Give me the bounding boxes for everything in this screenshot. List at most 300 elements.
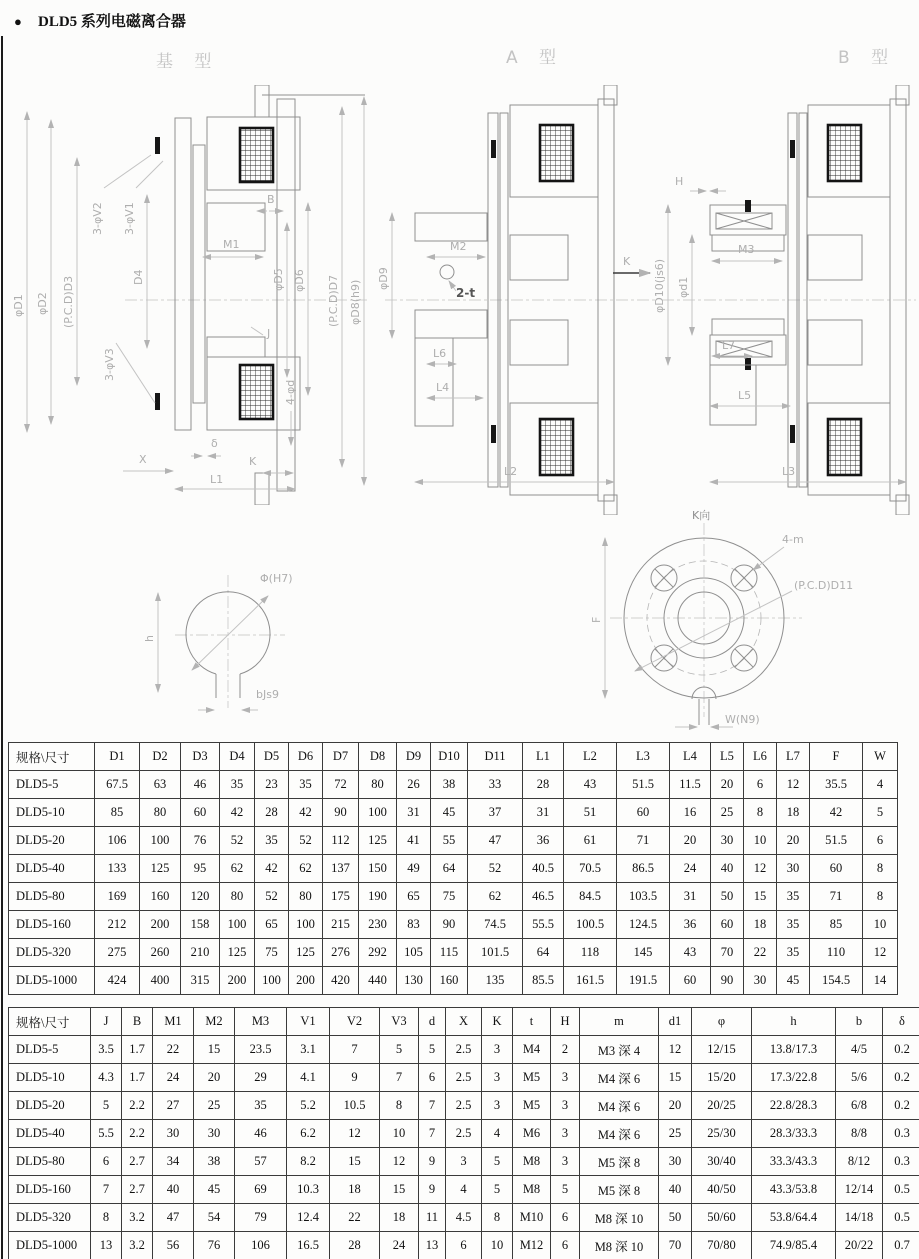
value-cell: 16 xyxy=(670,799,711,827)
value-cell: 158 xyxy=(181,911,220,939)
value-cell: 24 xyxy=(670,855,711,883)
value-cell: 60 xyxy=(181,799,220,827)
value-cell: 20 xyxy=(777,827,810,855)
value-cell: 6 xyxy=(91,1148,122,1176)
value-cell: 5 xyxy=(863,799,898,827)
value-cell: 4.5 xyxy=(446,1204,482,1232)
value-cell: 3.2 xyxy=(122,1232,153,1259)
value-cell: 112 xyxy=(323,827,359,855)
value-cell: 52 xyxy=(468,855,523,883)
column-header: D7 xyxy=(323,743,359,771)
svg-text:4-m: 4-m xyxy=(782,533,804,546)
value-cell: 85.5 xyxy=(523,967,564,995)
value-cell: 120 xyxy=(181,883,220,911)
value-cell: 45 xyxy=(431,799,468,827)
value-cell: 4.3 xyxy=(91,1064,122,1092)
spec-cell: DLD5-20 xyxy=(9,827,95,855)
b-type-drawing xyxy=(650,85,919,515)
column-header: φ xyxy=(692,1008,752,1036)
value-cell: 13.8/17.3 xyxy=(752,1036,836,1064)
value-cell: 52 xyxy=(289,827,323,855)
value-cell: 20 xyxy=(194,1064,235,1092)
value-cell: 4 xyxy=(863,771,898,799)
value-cell: 135 xyxy=(468,967,523,995)
value-cell: 35 xyxy=(235,1092,287,1120)
value-cell: 130 xyxy=(397,967,431,995)
value-cell: 10 xyxy=(744,827,777,855)
column-header: V2 xyxy=(330,1008,380,1036)
value-cell: 63 xyxy=(140,771,181,799)
value-cell: 74.9/85.4 xyxy=(752,1232,836,1259)
value-cell: 31 xyxy=(670,883,711,911)
value-cell: 3.2 xyxy=(122,1204,153,1232)
value-cell: 115 xyxy=(431,939,468,967)
value-cell: M5 深 8 xyxy=(580,1148,659,1176)
svg-text:4-φd: 4-φd xyxy=(284,379,297,405)
svg-text:B: B xyxy=(267,193,275,206)
value-cell: 46 xyxy=(235,1120,287,1148)
column-header: L1 xyxy=(523,743,564,771)
value-cell: 30 xyxy=(659,1148,692,1176)
svg-text:L3: L3 xyxy=(782,465,796,478)
value-cell: 5.2 xyxy=(287,1092,330,1120)
value-cell: 55 xyxy=(431,827,468,855)
svg-text:φD6: φD6 xyxy=(293,269,306,292)
value-cell: 191.5 xyxy=(617,967,670,995)
value-cell: 54 xyxy=(194,1204,235,1232)
value-cell: 75 xyxy=(255,939,289,967)
column-header: h xyxy=(752,1008,836,1036)
value-cell: 50/60 xyxy=(692,1204,752,1232)
value-cell: 3 xyxy=(551,1120,580,1148)
column-header: B xyxy=(122,1008,153,1036)
value-cell: 30 xyxy=(777,855,810,883)
value-cell: 6/8 xyxy=(836,1092,883,1120)
value-cell: 8 xyxy=(380,1092,419,1120)
value-cell: 150 xyxy=(359,855,397,883)
svg-text:L6: L6 xyxy=(433,347,447,360)
value-cell: 2.5 xyxy=(446,1120,482,1148)
value-cell: 35 xyxy=(255,827,289,855)
a-type-drawing xyxy=(370,85,660,515)
value-cell: 49 xyxy=(397,855,431,883)
value-cell: 105 xyxy=(397,939,431,967)
value-cell: 175 xyxy=(323,883,359,911)
value-cell: 83 xyxy=(397,911,431,939)
value-cell: 50 xyxy=(659,1204,692,1232)
value-cell: 118 xyxy=(564,939,617,967)
value-cell: 60 xyxy=(711,911,744,939)
value-cell: 6.2 xyxy=(287,1120,330,1148)
value-cell: M4 深 6 xyxy=(580,1092,659,1120)
value-cell: 20/22 xyxy=(836,1232,883,1259)
value-cell: 8 xyxy=(863,883,898,911)
svg-text:M2: M2 xyxy=(450,240,467,253)
svg-text:2-t: 2-t xyxy=(456,286,476,300)
svg-text:L4: L4 xyxy=(436,381,450,394)
value-cell: 200 xyxy=(140,911,181,939)
dimension-table-2 xyxy=(8,1007,919,1259)
value-cell: 17.3/22.8 xyxy=(752,1064,836,1092)
value-cell: 18 xyxy=(777,799,810,827)
value-cell: 276 xyxy=(323,939,359,967)
svg-text:F: F xyxy=(590,616,603,623)
value-cell: 72 xyxy=(323,771,359,799)
value-cell: 35 xyxy=(777,883,810,911)
value-cell: 5.5 xyxy=(91,1120,122,1148)
table-row xyxy=(9,967,898,995)
column-header: 规格\尺寸 xyxy=(9,1008,91,1036)
value-cell: 8/12 xyxy=(836,1148,883,1176)
value-cell: 215 xyxy=(323,911,359,939)
value-cell: 10.3 xyxy=(287,1176,330,1204)
value-cell: 51.5 xyxy=(617,771,670,799)
svg-text:L1: L1 xyxy=(210,473,224,486)
value-cell: 9 xyxy=(330,1064,380,1092)
value-cell: 64 xyxy=(431,855,468,883)
value-cell: 0.7 xyxy=(883,1232,919,1259)
value-cell: 100.5 xyxy=(564,911,617,939)
svg-text:φD8(h9): φD8(h9) xyxy=(349,279,362,325)
value-cell: 3 xyxy=(482,1036,513,1064)
svg-text:D4: D4 xyxy=(132,269,145,285)
value-cell: M8 深 10 xyxy=(580,1204,659,1232)
value-cell: 75 xyxy=(431,883,468,911)
spec-cell: DLD5-10 xyxy=(9,799,95,827)
value-cell: 6 xyxy=(744,771,777,799)
value-cell: 20 xyxy=(670,827,711,855)
value-cell: 10 xyxy=(863,911,898,939)
value-cell: 3 xyxy=(482,1064,513,1092)
value-cell: 80 xyxy=(359,771,397,799)
value-cell: 2.2 xyxy=(122,1120,153,1148)
value-cell: 43 xyxy=(670,939,711,967)
value-cell: 100 xyxy=(359,799,397,827)
value-cell: 0.2 xyxy=(883,1036,919,1064)
value-cell: 3 xyxy=(551,1064,580,1092)
value-cell: 315 xyxy=(181,967,220,995)
value-cell: M5 xyxy=(513,1064,551,1092)
value-cell: 190 xyxy=(359,883,397,911)
svg-text:3-φV2: 3-φV2 xyxy=(91,202,104,235)
value-cell: 212 xyxy=(95,911,140,939)
value-cell: 101.5 xyxy=(468,939,523,967)
basic-type-drawing xyxy=(5,85,370,505)
value-cell: 70 xyxy=(659,1232,692,1259)
spec-cell: DLD5-80 xyxy=(9,1148,91,1176)
value-cell: 169 xyxy=(95,883,140,911)
column-header: M2 xyxy=(194,1008,235,1036)
value-cell: 35.5 xyxy=(810,771,863,799)
table-row xyxy=(9,1064,919,1092)
table-row xyxy=(9,827,898,855)
value-cell: 1.7 xyxy=(122,1064,153,1092)
value-cell: 1.7 xyxy=(122,1036,153,1064)
svg-text:W(N9): W(N9) xyxy=(725,713,760,726)
value-cell: 3 xyxy=(551,1148,580,1176)
table-header-row xyxy=(9,1008,919,1036)
bullet-icon: ● xyxy=(14,14,22,29)
value-cell: 30/40 xyxy=(692,1148,752,1176)
value-cell: 40.5 xyxy=(523,855,564,883)
page-left-border xyxy=(1,36,3,1259)
value-cell: 12/14 xyxy=(836,1176,883,1204)
value-cell: 8 xyxy=(91,1204,122,1232)
value-cell: 20/25 xyxy=(692,1092,752,1120)
value-cell: M3 深 4 xyxy=(580,1036,659,1064)
value-cell: 8.2 xyxy=(287,1148,330,1176)
value-cell: 27 xyxy=(153,1092,194,1120)
value-cell: 100 xyxy=(255,967,289,995)
value-cell: 137 xyxy=(323,855,359,883)
spec-cell: DLD5-20 xyxy=(9,1092,91,1120)
value-cell: 20 xyxy=(659,1092,692,1120)
value-cell: 70/80 xyxy=(692,1232,752,1259)
value-cell: 25 xyxy=(711,799,744,827)
value-cell: 80 xyxy=(289,883,323,911)
column-header: X xyxy=(446,1008,482,1036)
value-cell: M4 深 6 xyxy=(580,1064,659,1092)
spec-cell: DLD5-1000 xyxy=(9,967,95,995)
value-cell: 420 xyxy=(323,967,359,995)
svg-text:M3: M3 xyxy=(738,243,755,256)
svg-text:M1: M1 xyxy=(223,238,240,251)
column-header: L7 xyxy=(777,743,810,771)
svg-text:(P.C.D)D11: (P.C.D)D11 xyxy=(794,579,854,592)
value-cell: 125 xyxy=(140,855,181,883)
svg-text:φd1: φd1 xyxy=(677,276,690,298)
svg-text:δ: δ xyxy=(211,437,218,450)
table-header-row xyxy=(9,743,898,771)
value-cell: 22 xyxy=(744,939,777,967)
table-row xyxy=(9,1120,919,1148)
spec-cell: DLD5-10 xyxy=(9,1064,91,1092)
column-header: D3 xyxy=(181,743,220,771)
value-cell: 76 xyxy=(181,827,220,855)
value-cell: 11.5 xyxy=(670,771,711,799)
value-cell: 4 xyxy=(446,1176,482,1204)
column-header: D1 xyxy=(95,743,140,771)
value-cell: 80 xyxy=(140,799,181,827)
value-cell: 65 xyxy=(397,883,431,911)
value-cell: 12.4 xyxy=(287,1204,330,1232)
column-header: D9 xyxy=(397,743,431,771)
value-cell: 8 xyxy=(863,855,898,883)
table-row xyxy=(9,1148,919,1176)
value-cell: 2.5 xyxy=(446,1092,482,1120)
value-cell: 133 xyxy=(95,855,140,883)
value-cell: 12 xyxy=(380,1148,419,1176)
column-header: J xyxy=(91,1008,122,1036)
spec-cell: DLD5-160 xyxy=(9,1176,91,1204)
value-cell: 40/50 xyxy=(692,1176,752,1204)
value-cell: 18 xyxy=(330,1176,380,1204)
column-header: d1 xyxy=(659,1008,692,1036)
value-cell: 71 xyxy=(810,883,863,911)
value-cell: 5 xyxy=(91,1092,122,1120)
column-header: D4 xyxy=(220,743,255,771)
column-header: L3 xyxy=(617,743,670,771)
svg-text:3-φV3: 3-φV3 xyxy=(103,348,116,381)
value-cell: 154.5 xyxy=(810,967,863,995)
value-cell: M8 深 10 xyxy=(580,1232,659,1259)
svg-text:φD1: φD1 xyxy=(12,294,25,317)
value-cell: 210 xyxy=(181,939,220,967)
value-cell: 36 xyxy=(523,827,564,855)
value-cell: 29 xyxy=(235,1064,287,1092)
value-cell: 51 xyxy=(564,799,617,827)
page-title-text: DLD5 系列电磁离合器 xyxy=(38,14,186,30)
svg-text:φD9: φD9 xyxy=(377,267,390,290)
column-header: L6 xyxy=(744,743,777,771)
value-cell: 6 xyxy=(419,1064,446,1092)
value-cell: 2.5 xyxy=(446,1064,482,1092)
value-cell: 0.5 xyxy=(883,1176,919,1204)
value-cell: 275 xyxy=(95,939,140,967)
value-cell: 84.5 xyxy=(564,883,617,911)
value-cell: 12 xyxy=(863,939,898,967)
value-cell: 5/6 xyxy=(836,1064,883,1092)
value-cell: M4 xyxy=(513,1036,551,1064)
column-header: δ xyxy=(883,1008,919,1036)
value-cell: 47 xyxy=(468,827,523,855)
value-cell: 30 xyxy=(711,827,744,855)
flange-view-drawing xyxy=(570,495,919,745)
value-cell: 230 xyxy=(359,911,397,939)
value-cell: 85 xyxy=(810,911,863,939)
table-row xyxy=(9,1036,919,1064)
value-cell: 15/20 xyxy=(692,1064,752,1092)
value-cell: 4 xyxy=(482,1120,513,1148)
column-header: L2 xyxy=(564,743,617,771)
svg-text:L5: L5 xyxy=(738,389,752,402)
value-cell: 31 xyxy=(523,799,564,827)
value-cell: 10 xyxy=(482,1232,513,1259)
value-cell: 42 xyxy=(255,855,289,883)
value-cell: 0.3 xyxy=(883,1148,919,1176)
value-cell: 2 xyxy=(551,1036,580,1064)
table-row xyxy=(9,883,898,911)
value-cell: 12 xyxy=(659,1036,692,1064)
value-cell: 42 xyxy=(810,799,863,827)
value-cell: 3 xyxy=(482,1092,513,1120)
value-cell: 7 xyxy=(91,1176,122,1204)
value-cell: 3.1 xyxy=(287,1036,330,1064)
svg-text:(P.C.D)D7: (P.C.D)D7 xyxy=(327,274,340,327)
spec-cell: DLD5-40 xyxy=(9,1120,91,1148)
value-cell: 0.3 xyxy=(883,1120,919,1148)
value-cell: 13 xyxy=(91,1232,122,1259)
spec-cell: DLD5-320 xyxy=(9,939,95,967)
value-cell: 3 xyxy=(551,1092,580,1120)
drawing-title-basic: 基 型 xyxy=(156,52,220,72)
value-cell: 70 xyxy=(711,939,744,967)
value-cell: 200 xyxy=(220,967,255,995)
value-cell: 2.5 xyxy=(446,1036,482,1064)
value-cell: 125 xyxy=(359,827,397,855)
value-cell: 7 xyxy=(380,1064,419,1092)
value-cell: 100 xyxy=(220,911,255,939)
value-cell: 31 xyxy=(397,799,431,827)
value-cell: 28 xyxy=(523,771,564,799)
column-header: D8 xyxy=(359,743,397,771)
column-header: t xyxy=(513,1008,551,1036)
value-cell: 13 xyxy=(419,1232,446,1259)
value-cell: 80 xyxy=(220,883,255,911)
value-cell: 6 xyxy=(551,1204,580,1232)
value-cell: 74.5 xyxy=(468,911,523,939)
value-cell: 90 xyxy=(431,911,468,939)
spec-cell: DLD5-1000 xyxy=(9,1232,91,1259)
value-cell: 100 xyxy=(140,827,181,855)
column-header: F xyxy=(810,743,863,771)
column-header: b xyxy=(836,1008,883,1036)
value-cell: 2.7 xyxy=(122,1148,153,1176)
value-cell: 56 xyxy=(153,1232,194,1259)
column-header: m xyxy=(580,1008,659,1036)
value-cell: 70.5 xyxy=(564,855,617,883)
value-cell: 2.2 xyxy=(122,1092,153,1120)
value-cell: 3 xyxy=(446,1148,482,1176)
page-title xyxy=(14,10,186,31)
value-cell: 41 xyxy=(397,827,431,855)
value-cell: M4 深 6 xyxy=(580,1120,659,1148)
spec-cell: DLD5-160 xyxy=(9,911,95,939)
value-cell: 7 xyxy=(419,1092,446,1120)
value-cell: 15 xyxy=(194,1036,235,1064)
value-cell: 30 xyxy=(194,1120,235,1148)
value-cell: M12 xyxy=(513,1232,551,1259)
value-cell: 10.5 xyxy=(330,1092,380,1120)
value-cell: 12 xyxy=(330,1120,380,1148)
value-cell: 100 xyxy=(289,911,323,939)
value-cell: 79 xyxy=(235,1204,287,1232)
svg-text:3-φV1: 3-φV1 xyxy=(123,202,136,235)
svg-text:L7: L7 xyxy=(722,339,736,352)
value-cell: 23.5 xyxy=(235,1036,287,1064)
value-cell: 61 xyxy=(564,827,617,855)
value-cell: 26 xyxy=(397,771,431,799)
value-cell: 145 xyxy=(617,939,670,967)
value-cell: 10 xyxy=(380,1120,419,1148)
value-cell: 35 xyxy=(220,771,255,799)
column-header: D5 xyxy=(255,743,289,771)
value-cell: 33 xyxy=(468,771,523,799)
value-cell: 160 xyxy=(431,967,468,995)
value-cell: 40 xyxy=(659,1176,692,1204)
value-cell: 60 xyxy=(810,855,863,883)
value-cell: 71 xyxy=(617,827,670,855)
value-cell: 22 xyxy=(330,1204,380,1232)
value-cell: 7 xyxy=(330,1036,380,1064)
value-cell: 90 xyxy=(323,799,359,827)
svg-text:bJs9: bJs9 xyxy=(256,688,279,701)
value-cell: 9 xyxy=(419,1148,446,1176)
svg-text:φD5: φD5 xyxy=(272,268,285,291)
value-cell: 440 xyxy=(359,967,397,995)
column-header: D2 xyxy=(140,743,181,771)
table-row xyxy=(9,939,898,967)
value-cell: 125 xyxy=(220,939,255,967)
value-cell: 7 xyxy=(419,1120,446,1148)
svg-text:Φ(H7): Φ(H7) xyxy=(260,572,293,585)
value-cell: 400 xyxy=(140,967,181,995)
svg-text:h: h xyxy=(143,635,156,642)
value-cell: 0.2 xyxy=(883,1064,919,1092)
value-cell: 33.3/43.3 xyxy=(752,1148,836,1176)
value-cell: 62 xyxy=(289,855,323,883)
svg-text:K: K xyxy=(623,255,631,268)
